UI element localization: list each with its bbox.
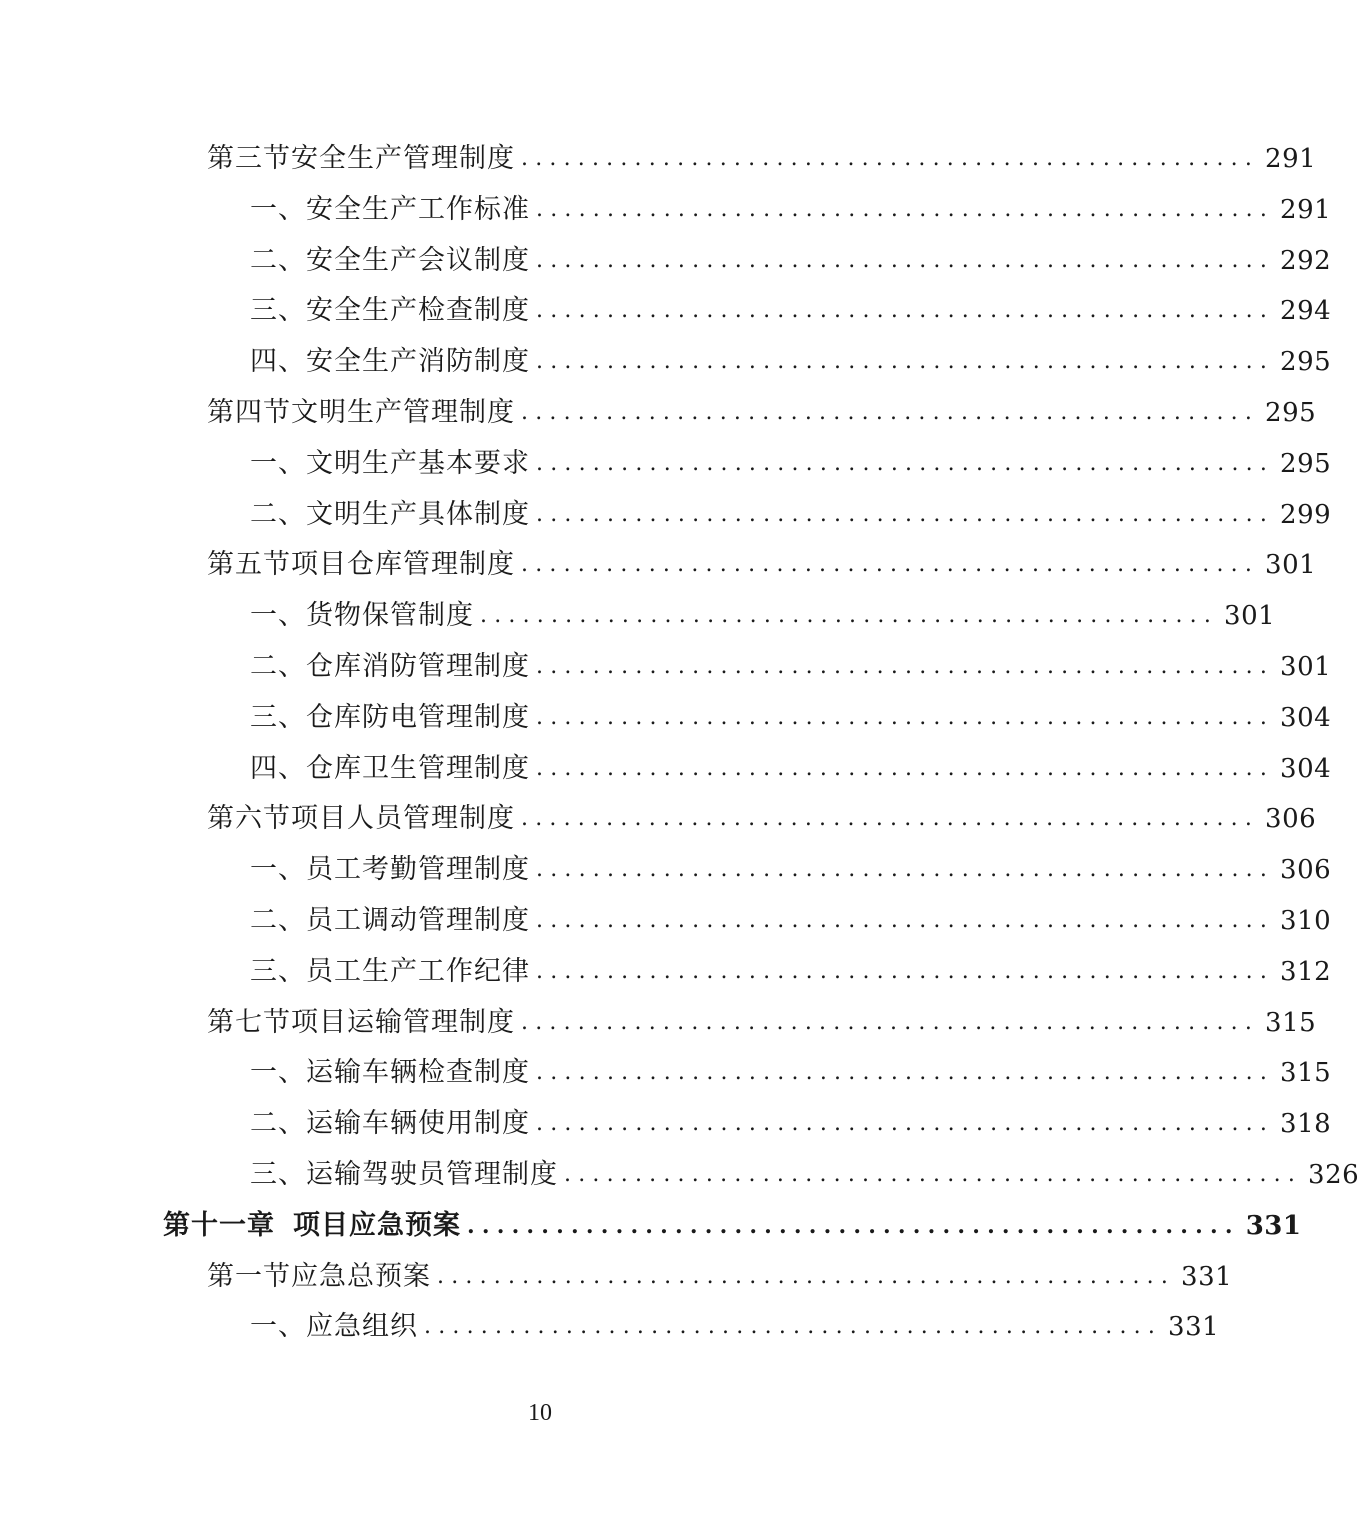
- toc-leader-dots: ....................................................: [480, 603, 1219, 629]
- toc-entry-number: 一、: [250, 447, 306, 479]
- toc-entry-number: 二、: [250, 498, 306, 530]
- toc-entry-number: 第六节: [207, 803, 291, 835]
- toc-leader-dots: ....................................................: [536, 298, 1275, 324]
- toc-entry-page: 304: [1280, 702, 1332, 733]
- toc-leader-dots: ....................................................: [536, 704, 1275, 730]
- toc-entry-title: 项目仓库管理制度: [291, 549, 515, 581]
- toc-entry[interactable]: [0, 642, 1332, 693]
- toc-entry-number: 第十一章: [163, 1209, 275, 1241]
- toc-entry-number: 一、: [250, 600, 306, 632]
- toc-entry[interactable]: [0, 794, 1317, 845]
- toc-entry-number: 第七节: [207, 1006, 291, 1038]
- toc-entry-title: 员工调动管理制度: [306, 904, 530, 936]
- toc-entry[interactable]: [0, 236, 1332, 287]
- toc-entry-page: 295: [1280, 448, 1332, 479]
- toc-entry-page: 295: [1265, 397, 1317, 428]
- toc-entry[interactable]: [0, 744, 1332, 795]
- toc-entry-title: 应急组织: [306, 1311, 418, 1343]
- toc-entry[interactable]: [0, 490, 1332, 541]
- toc-leader-dots: ....................................................: [536, 501, 1275, 527]
- toc-entry[interactable]: [0, 693, 1332, 744]
- toc-entry-title: 仓库卫生管理制度: [306, 752, 530, 784]
- toc-entry-page: 306: [1265, 804, 1317, 835]
- toc-entry-page: 291: [1265, 144, 1317, 174]
- toc-entry-page: 318: [1280, 1109, 1332, 1140]
- toc-leader-dots: ....................................................: [424, 1314, 1163, 1340]
- toc-leader-dots: ....................................................: [521, 806, 1260, 832]
- toc-entry-number: 一、: [250, 193, 306, 225]
- toc-entry-number: 四、: [250, 752, 306, 784]
- toc-leader-dots: ....................................................: [536, 349, 1275, 375]
- toc-entry-number: 一、: [250, 1057, 306, 1089]
- page-number: 10: [528, 1400, 552, 1426]
- toc-entry-title: 运输车辆检查制度: [306, 1057, 530, 1089]
- toc-entry[interactable]: [0, 1252, 1233, 1303]
- toc-entry-title: 项目应急预案: [293, 1209, 461, 1241]
- toc-entry[interactable]: [0, 947, 1332, 998]
- toc-entry[interactable]: [0, 439, 1332, 490]
- toc-entry-page: 299: [1280, 499, 1332, 530]
- toc-entry-number: 二、: [250, 244, 306, 276]
- toc-entry-page: 301: [1265, 550, 1317, 581]
- toc-entry-page: 312: [1280, 956, 1332, 987]
- toc-entry[interactable]: [0, 1302, 1220, 1353]
- toc-entry-title: 文明生产管理制度: [291, 396, 515, 428]
- toc-leader-dots: ....................................................: [536, 247, 1275, 273]
- toc-entry-title: 员工生产工作纪律: [306, 955, 530, 987]
- toc-entry[interactable]: [0, 185, 1332, 236]
- toc-leader-dots: ....................................................: [536, 755, 1275, 781]
- toc-entry-number: 二、: [250, 650, 306, 682]
- toc-entry-page: 315: [1280, 1058, 1332, 1089]
- toc-leader-dots: ....................................................: [536, 1060, 1275, 1086]
- toc-entry[interactable]: [0, 1099, 1332, 1150]
- toc-entry-page: 294: [1280, 296, 1332, 327]
- toc-entry-number: 第三节: [207, 143, 291, 174]
- toc-leader-dots: ....................................................: [536, 653, 1275, 679]
- toc-leader-dots: ....................................................: [521, 1009, 1260, 1035]
- toc-entry-title: 文明生产基本要求: [306, 447, 530, 479]
- toc-entry-title: 安全生产消防制度: [306, 346, 530, 378]
- toc-entry-title: 仓库防电管理制度: [306, 701, 530, 733]
- toc-entry-page: 310: [1280, 905, 1332, 936]
- toc-leader-dots: ....................................................: [536, 450, 1275, 476]
- toc-entry-title: 项目人员管理制度: [291, 803, 515, 835]
- toc-entry-number: 一、: [250, 854, 306, 886]
- toc-entry-title: 安全生产工作标准: [306, 193, 530, 225]
- toc-entry[interactable]: [0, 337, 1332, 388]
- toc-entry-number: 三、: [250, 955, 306, 987]
- toc-entry-number: 第一节: [207, 1260, 291, 1292]
- toc-entry-title: 仓库消防管理制度: [306, 650, 530, 682]
- toc-entry[interactable]: [0, 896, 1332, 947]
- toc-entry[interactable]: [0, 591, 1276, 642]
- toc-entry-title: 项目运输管理制度: [291, 1006, 515, 1038]
- toc-entry-title: 安全生产检查制度: [306, 295, 530, 327]
- toc-entry-page: 301: [1224, 601, 1276, 632]
- toc-entry-number: 三、: [250, 295, 306, 327]
- toc-leader-dots: ....................................................: [437, 1263, 1176, 1289]
- toc-entry-page: 326: [1308, 1159, 1359, 1190]
- toc-entry-page: 331: [1245, 1210, 1302, 1241]
- toc-entry-title: 运输驾驶员管理制度: [306, 1158, 558, 1190]
- toc-entry-page: 306: [1280, 855, 1332, 886]
- toc-entry-page: 295: [1280, 347, 1332, 378]
- toc-entry-title: 安全生产管理制度: [291, 143, 515, 174]
- toc-entry-number: 三、: [250, 701, 306, 733]
- toc-chapter-entry[interactable]: [0, 1201, 1302, 1252]
- toc-leader-dots: ....................................................: [536, 958, 1275, 984]
- toc-entry-page: 304: [1280, 753, 1332, 784]
- toc-entry[interactable]: [0, 540, 1317, 591]
- toc-leader-dots: ....................................................: [564, 1161, 1303, 1187]
- toc-entry[interactable]: [0, 388, 1317, 439]
- toc-leader-dots: ....................................................: [521, 146, 1260, 171]
- toc-leader-dots: ....................................................: [467, 1212, 1240, 1239]
- toc-entry-title: 运输车辆使用制度: [306, 1108, 530, 1140]
- toc-entry-number: 四、: [250, 346, 306, 378]
- toc-entry-page: 315: [1265, 1007, 1317, 1038]
- table-of-contents: [0, 134, 1359, 1353]
- toc-entry-number: 第四节: [207, 396, 291, 428]
- toc-leader-dots: ....................................................: [536, 907, 1275, 933]
- toc-entry[interactable]: [0, 1048, 1332, 1099]
- toc-entry[interactable]: [0, 998, 1317, 1049]
- toc-entry-page: 301: [1280, 651, 1332, 682]
- toc-leader-dots: ....................................................: [536, 196, 1275, 222]
- toc-entry-page: 331: [1168, 1312, 1220, 1343]
- toc-entry-title: 货物保管制度: [306, 600, 474, 632]
- toc-entry-page: 331: [1181, 1261, 1233, 1292]
- toc-entry-title: 文明生产具体制度: [306, 498, 530, 530]
- toc-entry-number: 第五节: [207, 549, 291, 581]
- toc-entry-title: 应急总预案: [291, 1260, 431, 1292]
- toc-entry-page: 292: [1280, 245, 1332, 276]
- toc-entry-number: 一、: [250, 1311, 306, 1343]
- toc-entry[interactable]: [0, 1150, 1359, 1201]
- toc-entry-title: 员工考勤管理制度: [306, 854, 530, 886]
- toc-leader-dots: ....................................................: [536, 857, 1275, 883]
- toc-leader-dots: ....................................................: [536, 1111, 1275, 1137]
- toc-entry-number: 二、: [250, 904, 306, 936]
- toc-leader-dots: ....................................................: [521, 552, 1260, 578]
- toc-entry[interactable]: [0, 845, 1332, 896]
- toc-leader-dots: ....................................................: [521, 399, 1260, 425]
- toc-entry[interactable]: [0, 134, 1317, 185]
- toc-entry-page: 291: [1280, 194, 1332, 225]
- toc-entry-number: 三、: [250, 1158, 306, 1190]
- toc-entry-number: 二、: [250, 1108, 306, 1140]
- toc-entry[interactable]: [0, 286, 1332, 337]
- toc-entry-title: 安全生产会议制度: [306, 244, 530, 276]
